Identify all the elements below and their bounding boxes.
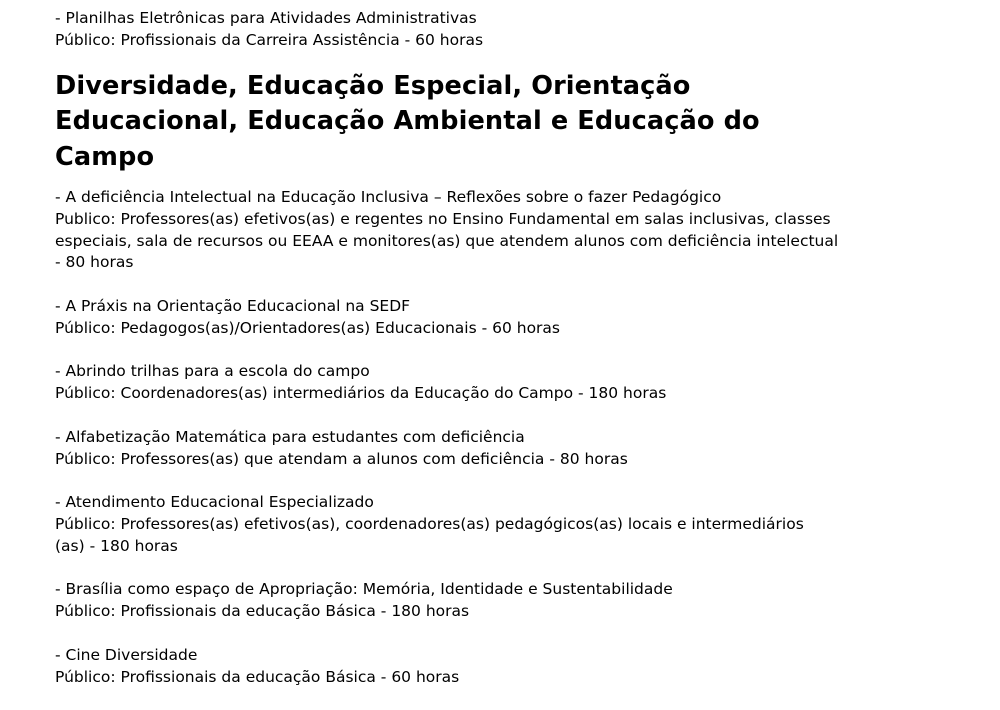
course-item [55, 645, 945, 689]
course-audience: (as) - 180 horas [55, 536, 178, 555]
course-item [55, 579, 945, 623]
course-item [55, 492, 945, 557]
course-item [55, 296, 945, 340]
course-audience: Público: Profissionais da Carreira Assistência - 60 horas [55, 30, 484, 49]
course-audience: Público: Profissionais da educação Básica - 180 horas [55, 602, 470, 621]
course-item [55, 427, 945, 471]
course-title: - Planilhas Eletrônicas para Atividades Administrativas [55, 9, 477, 27]
section-heading-line: Campo [55, 142, 155, 173]
course-audience: Público: Professores(as) que atendam a alunos com deficiência - 80 horas [55, 449, 628, 468]
course-title: - Abrindo trilhas para a escola do campo [55, 362, 370, 381]
course-title: - Atendimento Educacional Especializado [55, 493, 374, 512]
course-audience: Público: Profissionais da educação Básica - 60 horas [55, 667, 460, 686]
section-heading-line: Diversidade, Educação Especial, Orientação [55, 70, 691, 101]
course-title: - Alfabetização Matemática para estudantes com deficiência [55, 427, 525, 446]
section-heading [55, 69, 945, 176]
document-page [55, 8, 945, 710]
course-title: - A Práxis na Orientação Educacional na SEDF [55, 296, 411, 315]
course-item [55, 187, 945, 274]
course-item [55, 361, 945, 405]
course-audience: - 80 horas [55, 253, 134, 272]
intro-course [55, 8, 945, 52]
section-heading-line: Educacional, Educação Ambiental e Educação do [55, 106, 760, 137]
course-audience: Público: Coordenadores(as) intermediários da Educação do Campo - 180 horas [55, 384, 667, 403]
course-audience: especiais, sala de recursos ou EEAA e monitores(as) que atendem alunos com deficiência intelectual [55, 231, 839, 250]
course-audience: Público: Professores(as) efetivos(as), coordenadores(as) pedagógicos(as) locais e intermediários [55, 514, 804, 533]
course-title: - Brasília como espaço de Apropriação: Memória, Identidade e Sustentabilidade [55, 580, 673, 599]
course-title: - Cine Diversidade [55, 645, 198, 664]
course-title: - A deficiência Intelectual na Educação Inclusiva – Reflexões sobre o fazer Pedagógico [55, 187, 722, 206]
course-audience: Público: Pedagogos(as)/Orientadores(as) Educacionais - 60 horas [55, 318, 560, 337]
course-audience: Publico: Professores(as) efetivos(as) e regentes no Ensino Fundamental em salas inclusivas, classes [55, 209, 831, 228]
